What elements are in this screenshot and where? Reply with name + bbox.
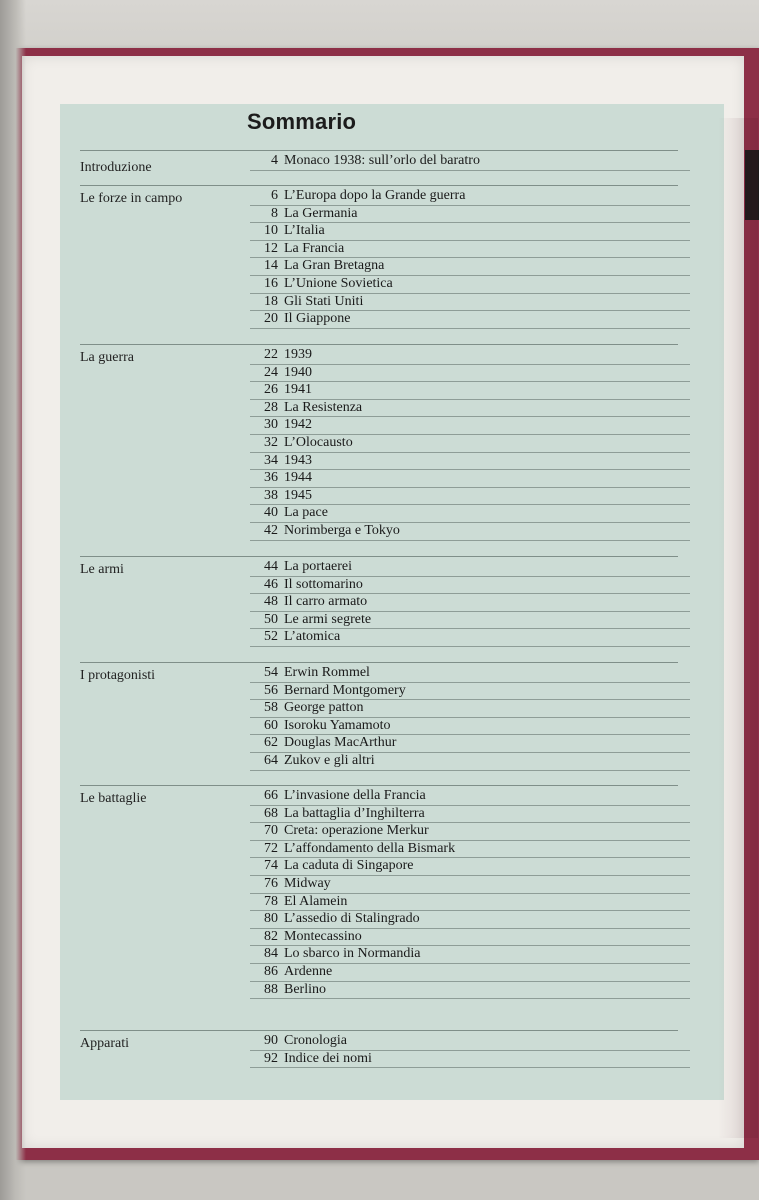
entry-title: Creta: operazione Merkur xyxy=(284,823,429,839)
toc-entry[interactable] xyxy=(250,293,690,312)
entry-title: Bernard Montgomery xyxy=(284,682,406,698)
toc-entry[interactable] xyxy=(250,664,690,683)
entry-page-number: 42 xyxy=(264,523,278,538)
section-label: Le battaglie xyxy=(80,791,147,806)
entry-page-number: 54 xyxy=(264,665,278,680)
toc-entry[interactable] xyxy=(250,576,690,595)
entry-title: Le armi segrete xyxy=(284,611,372,627)
entry-page-number: 56 xyxy=(264,682,278,698)
toc-entry[interactable] xyxy=(250,822,690,841)
toc-entry[interactable] xyxy=(250,963,690,982)
entry-page-number: 46 xyxy=(264,576,278,592)
entry-title: Midway xyxy=(284,876,331,891)
section-divider xyxy=(80,150,678,151)
entry-title: 1939 xyxy=(284,347,312,362)
entry-page-number: 70 xyxy=(264,823,278,839)
toc-entry[interactable] xyxy=(250,875,690,894)
entry-title: Cronologia xyxy=(284,1033,347,1048)
toc-entry[interactable] xyxy=(250,593,690,612)
page-title: Sommario xyxy=(247,109,357,134)
toc-entry[interactable] xyxy=(250,275,690,294)
section-label: La guerra xyxy=(80,350,135,365)
entry-page-number: 38 xyxy=(264,487,278,503)
entry-title: Il sottomarino xyxy=(284,576,363,592)
entry-title: L’Europa dopo la Grande guerra xyxy=(284,188,466,203)
entry-page-number: 72 xyxy=(264,840,278,856)
entry-page-number: 22 xyxy=(264,347,278,362)
entry-page-number: 44 xyxy=(264,559,278,574)
entry-title: Erwin Rommel xyxy=(284,665,370,680)
entry-title: Il carro armato xyxy=(284,594,368,610)
toc-entry[interactable] xyxy=(250,187,690,206)
toc-entry[interactable] xyxy=(250,452,690,471)
entry-page-number: 10 xyxy=(264,223,278,239)
entry-title: La caduta di Singapore xyxy=(284,858,414,874)
entry-page-number: 60 xyxy=(264,717,278,733)
entry-page-number: 66 xyxy=(264,788,278,803)
entry-page-number: 76 xyxy=(264,876,278,891)
toc-entry[interactable] xyxy=(250,981,690,1000)
toc-entry[interactable] xyxy=(250,611,690,630)
entry-page-number: 88 xyxy=(264,981,278,997)
entry-title: George patton xyxy=(284,700,364,716)
entry-title: Norimberga e Tokyo xyxy=(284,523,400,538)
entry-title: La Resistenza xyxy=(284,399,363,415)
section-divider xyxy=(80,662,678,663)
entry-title: L’assedio di Stalingrado xyxy=(284,911,420,927)
section-divider xyxy=(80,185,678,186)
entry-page-number: 74 xyxy=(264,858,278,874)
toc-entry[interactable] xyxy=(250,734,690,753)
toc-entry[interactable] xyxy=(250,399,690,418)
entry-title: Il Giappone xyxy=(284,311,351,327)
toc-entry[interactable] xyxy=(250,558,690,577)
section-label: Le armi xyxy=(80,562,124,577)
toc-section xyxy=(78,185,698,346)
entry-page-number: 4 xyxy=(271,153,278,168)
entry-title: 1943 xyxy=(284,452,312,468)
entry-title: La Gran Bretagna xyxy=(284,258,385,274)
toc-entry[interactable] xyxy=(250,364,690,383)
toc-entry[interactable] xyxy=(250,805,690,824)
section-label: I protagonisti xyxy=(80,668,156,683)
entry-title: Isoroku Yamamoto xyxy=(284,717,391,733)
entry-page-number: 90 xyxy=(264,1033,278,1048)
toc-entry[interactable] xyxy=(250,910,690,929)
entry-page-number: 36 xyxy=(264,470,278,486)
entry-title: L’affondamento della Bismark xyxy=(284,840,456,856)
toc-section xyxy=(78,150,698,188)
section-divider xyxy=(80,785,678,786)
entry-page-number: 12 xyxy=(264,240,278,256)
entry-title: Gli Stati Uniti xyxy=(284,293,364,309)
toc-section xyxy=(78,1030,698,1085)
entry-title: Montecassino xyxy=(284,928,362,944)
entry-title: Berlino xyxy=(284,981,326,997)
entry-title: 1940 xyxy=(284,364,312,380)
entry-title: La battaglia d’Inghilterra xyxy=(284,805,425,821)
entry-title: 1941 xyxy=(284,382,312,398)
spine-shadow xyxy=(0,0,26,1200)
entry-page-number: 16 xyxy=(264,276,278,291)
entry-page-number: 28 xyxy=(264,399,278,415)
section-label: Introduzione xyxy=(80,160,152,175)
toc-entry[interactable] xyxy=(250,840,690,859)
entry-page-number: 14 xyxy=(264,258,278,274)
toc-entry[interactable] xyxy=(250,717,690,736)
entry-title: 1942 xyxy=(284,417,312,433)
toc-entry[interactable] xyxy=(250,1032,690,1051)
toc-entry[interactable] xyxy=(250,928,690,947)
toc-section xyxy=(78,556,698,664)
entry-title: Douglas MacArthur xyxy=(284,735,397,751)
toc-entry[interactable] xyxy=(250,257,690,276)
section-label: Le forze in campo xyxy=(80,191,183,206)
entry-page-number: 64 xyxy=(264,753,278,768)
entry-page-number: 20 xyxy=(264,311,278,327)
toc-entry[interactable] xyxy=(250,699,690,718)
toc-section xyxy=(78,785,698,1016)
entry-title: L’Olocausto xyxy=(284,435,353,450)
entry-title: Indice dei nomi xyxy=(284,1050,372,1066)
entry-page-number: 86 xyxy=(264,964,278,979)
entry-page-number: 78 xyxy=(264,893,278,909)
entry-page-number: 92 xyxy=(264,1050,278,1066)
toc-entry[interactable] xyxy=(250,1050,690,1069)
entry-title: L’Italia xyxy=(284,223,325,239)
entry-page-number: 8 xyxy=(271,205,278,221)
toc-entry[interactable] xyxy=(250,752,690,771)
toc-entry[interactable] xyxy=(250,945,690,964)
toc-entry[interactable] xyxy=(250,346,690,365)
toc-entry[interactable] xyxy=(250,522,690,541)
toc-entry[interactable] xyxy=(250,787,690,806)
toc-entry[interactable] xyxy=(250,222,690,241)
entry-page-number: 18 xyxy=(264,293,278,309)
toc-entry[interactable] xyxy=(250,310,690,329)
toc-entry[interactable] xyxy=(250,240,690,259)
entry-title: Monaco 1938: sull’orlo del baratro xyxy=(284,153,480,168)
toc-entry[interactable] xyxy=(250,893,690,912)
entry-title: L’atomica xyxy=(284,629,341,645)
entry-title: La portaerei xyxy=(284,559,353,574)
toc-entry[interactable] xyxy=(250,205,690,224)
entry-title: Zukov e gli altri xyxy=(284,753,375,768)
entry-page-number: 80 xyxy=(264,911,278,927)
toc-entry[interactable] xyxy=(250,857,690,876)
entry-title: El Alamein xyxy=(284,893,348,909)
entry-page-number: 6 xyxy=(271,188,278,203)
section-label: Apparati xyxy=(80,1036,129,1051)
entry-page-number: 62 xyxy=(264,735,278,751)
entry-title: La Germania xyxy=(284,205,358,221)
entry-title: 1944 xyxy=(284,470,312,486)
entry-title: 1945 xyxy=(284,487,312,503)
toc-section xyxy=(78,662,698,788)
entry-page-number: 84 xyxy=(264,946,278,962)
entry-title: L’invasione della Francia xyxy=(284,788,426,803)
entry-page-number: 48 xyxy=(264,594,278,610)
entry-page-number: 52 xyxy=(264,629,278,645)
entry-title: La Francia xyxy=(284,240,345,256)
entry-page-number: 32 xyxy=(264,435,278,450)
section-divider xyxy=(80,556,678,557)
section-divider xyxy=(80,344,678,345)
toc-entry[interactable] xyxy=(250,469,690,488)
entry-title: Lo sbarco in Normandia xyxy=(284,946,421,962)
toc-entry[interactable] xyxy=(250,682,690,701)
toc-entry[interactable] xyxy=(250,487,690,506)
entry-page-number: 40 xyxy=(264,505,278,521)
section-divider xyxy=(80,1030,678,1031)
entry-page-number: 58 xyxy=(264,700,278,716)
toc-entry[interactable] xyxy=(250,416,690,435)
entry-page-number: 26 xyxy=(264,382,278,398)
toc-entry[interactable] xyxy=(250,628,690,647)
entry-page-number: 82 xyxy=(264,928,278,944)
toc-entry[interactable] xyxy=(250,152,690,171)
entry-page-number: 50 xyxy=(264,611,278,627)
entry-page-number: 34 xyxy=(264,452,278,468)
cover-edge xyxy=(745,150,759,220)
entry-title: Ardenne xyxy=(284,964,333,979)
toc-entry[interactable] xyxy=(250,381,690,400)
toc-entry[interactable] xyxy=(250,434,690,453)
toc-entry[interactable] xyxy=(250,504,690,523)
entry-title: L’Unione Sovietica xyxy=(284,276,393,291)
entry-page-number: 68 xyxy=(264,805,278,821)
entry-page-number: 30 xyxy=(264,417,278,433)
entry-title: La pace xyxy=(284,505,328,521)
toc-section xyxy=(78,344,698,558)
entry-page-number: 24 xyxy=(264,364,278,380)
